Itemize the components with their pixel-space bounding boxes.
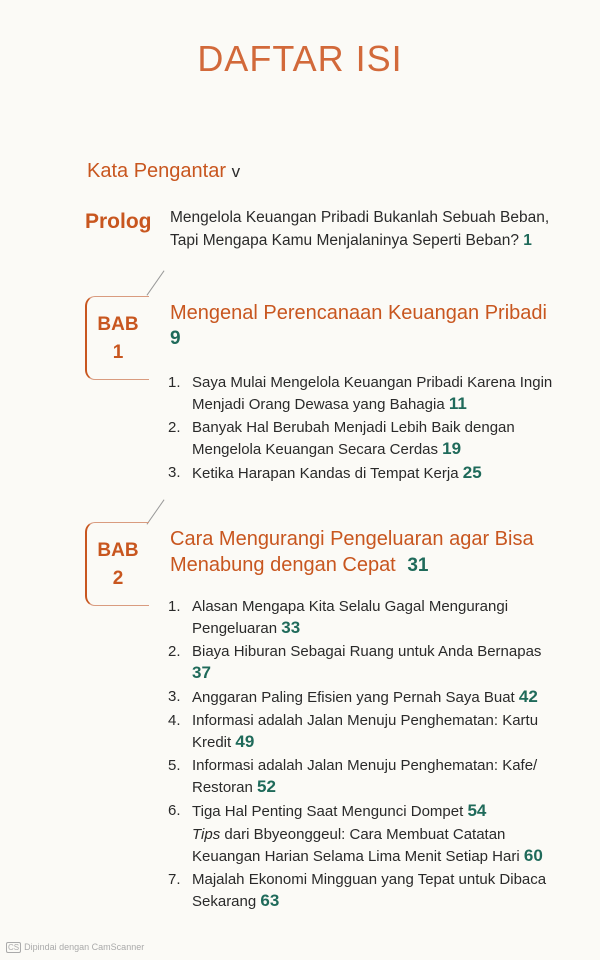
watermark-text: Dipindai dengan CamScanner [24,942,145,952]
item-text: Alasan Mengapa Kita Selalu Gagal Mengurangi Pengeluaran [192,598,509,637]
item-number: 4. [168,712,181,729]
chapter-1-badge [85,296,149,380]
item-page: 37 [192,663,211,682]
item-text: Informasi adalah Jalan Menuju Penghematan: Kartu Kredit [192,712,539,751]
item-text: Biaya Hiburan Sebagai Ruang untuk Anda Bernapas [192,643,542,660]
chapter-2-page: 31 [407,555,429,576]
tips-label: Tips [192,826,221,843]
item-number: 2. [168,643,181,660]
item-text: Tiga Hal Penting Saat Mengunci Dompet [192,803,464,820]
item-number: 3. [168,688,181,705]
item-number: 3. [168,464,181,481]
chapter-2-title-block [170,526,550,579]
prolog-label: Prolog [85,210,152,233]
list-item [168,800,553,822]
list-item [168,417,560,460]
kata-pengantar-page: v [231,162,241,181]
list-item [168,686,553,708]
item-page: 52 [257,777,276,796]
list-item [168,869,553,912]
item-text: Anggaran Paling Efisien yang Pernah Saya Buat [192,689,515,706]
chapter-2-bab-label: BAB [97,540,139,561]
item-text: Ketika Harapan Kandas di Tempat Kerja [192,465,459,482]
decorative-divider [146,499,164,524]
prolog-line-2: Tapi Mengapa Kamu Menjalaninya Seperti Beban? [170,232,519,249]
chapter-1-title: Mengenal Perencanaan Keuangan Pribadi [170,302,547,324]
camscanner-icon: CS [8,943,20,952]
chapter-2-title: Cara Mengurangi Pengeluaran agar Bisa Menabung dengan Cepat [170,528,534,576]
item-text: Saya Mulai Mengelola Keuangan Pribadi Karena Ingin Menjadi Orang Dewasa yang Bahagia [192,374,553,413]
chapter-2-number: 2 [112,568,124,589]
tips-text: dari Bbyeonggeul: Cara Membuat Catatan Keuangan Harian Selama Lima Menit Setiap Hari [192,826,520,865]
chapter-1-page: 9 [170,328,181,349]
item-number: 1. [168,598,181,615]
prolog-line-1: Mengelola Keuangan Pribadi Bukanlah Sebuah Beban, [170,209,550,226]
item-page: 49 [235,732,255,751]
list-item [168,641,553,684]
chapter-1-number: 1 [112,342,124,363]
chapter-2-badge [85,522,149,606]
tips-page: 60 [523,846,543,865]
prolog-entry [170,206,570,252]
decorative-divider [146,270,164,295]
item-page: 33 [281,618,301,637]
item-page: 42 [518,687,538,706]
item-page: 25 [462,463,482,482]
chapter-2-items [168,596,553,914]
item-text: Banyak Hal Berubah Menjadi Lebih Baik dengan Mengelola Keuangan Secara Cerdas [192,419,515,458]
list-item [168,372,560,415]
tips-entry [168,824,553,867]
chapter-1-title-block [170,300,570,352]
page-title: DAFTAR ISI [197,38,403,79]
prolog-page: 1 [523,232,532,249]
list-item [168,596,553,639]
list-item [168,710,553,753]
item-number: 2. [168,419,181,436]
item-page: 54 [467,801,487,820]
item-number: 5. [168,757,181,774]
item-text: Informasi adalah Jalan Menuju Penghematan: Kafe/ Restoran [192,757,538,796]
item-number: 1. [168,374,181,391]
list-item [168,755,553,798]
list-item [168,462,560,484]
kata-pengantar-entry [87,160,240,183]
item-page: 63 [260,891,280,910]
item-page: 19 [442,439,462,458]
kata-pengantar-label: Kata Pengantar [87,160,226,182]
item-number: 7. [168,871,181,888]
item-text: Majalah Ekonomi Mingguan yang Tepat untuk Dibaca Sekarang [192,871,547,910]
chapter-1-bab-label: BAB [97,314,139,335]
scanner-watermark [6,942,144,953]
item-number: 6. [168,802,181,819]
chapter-1-items [168,372,560,486]
item-page: 11 [448,394,467,413]
